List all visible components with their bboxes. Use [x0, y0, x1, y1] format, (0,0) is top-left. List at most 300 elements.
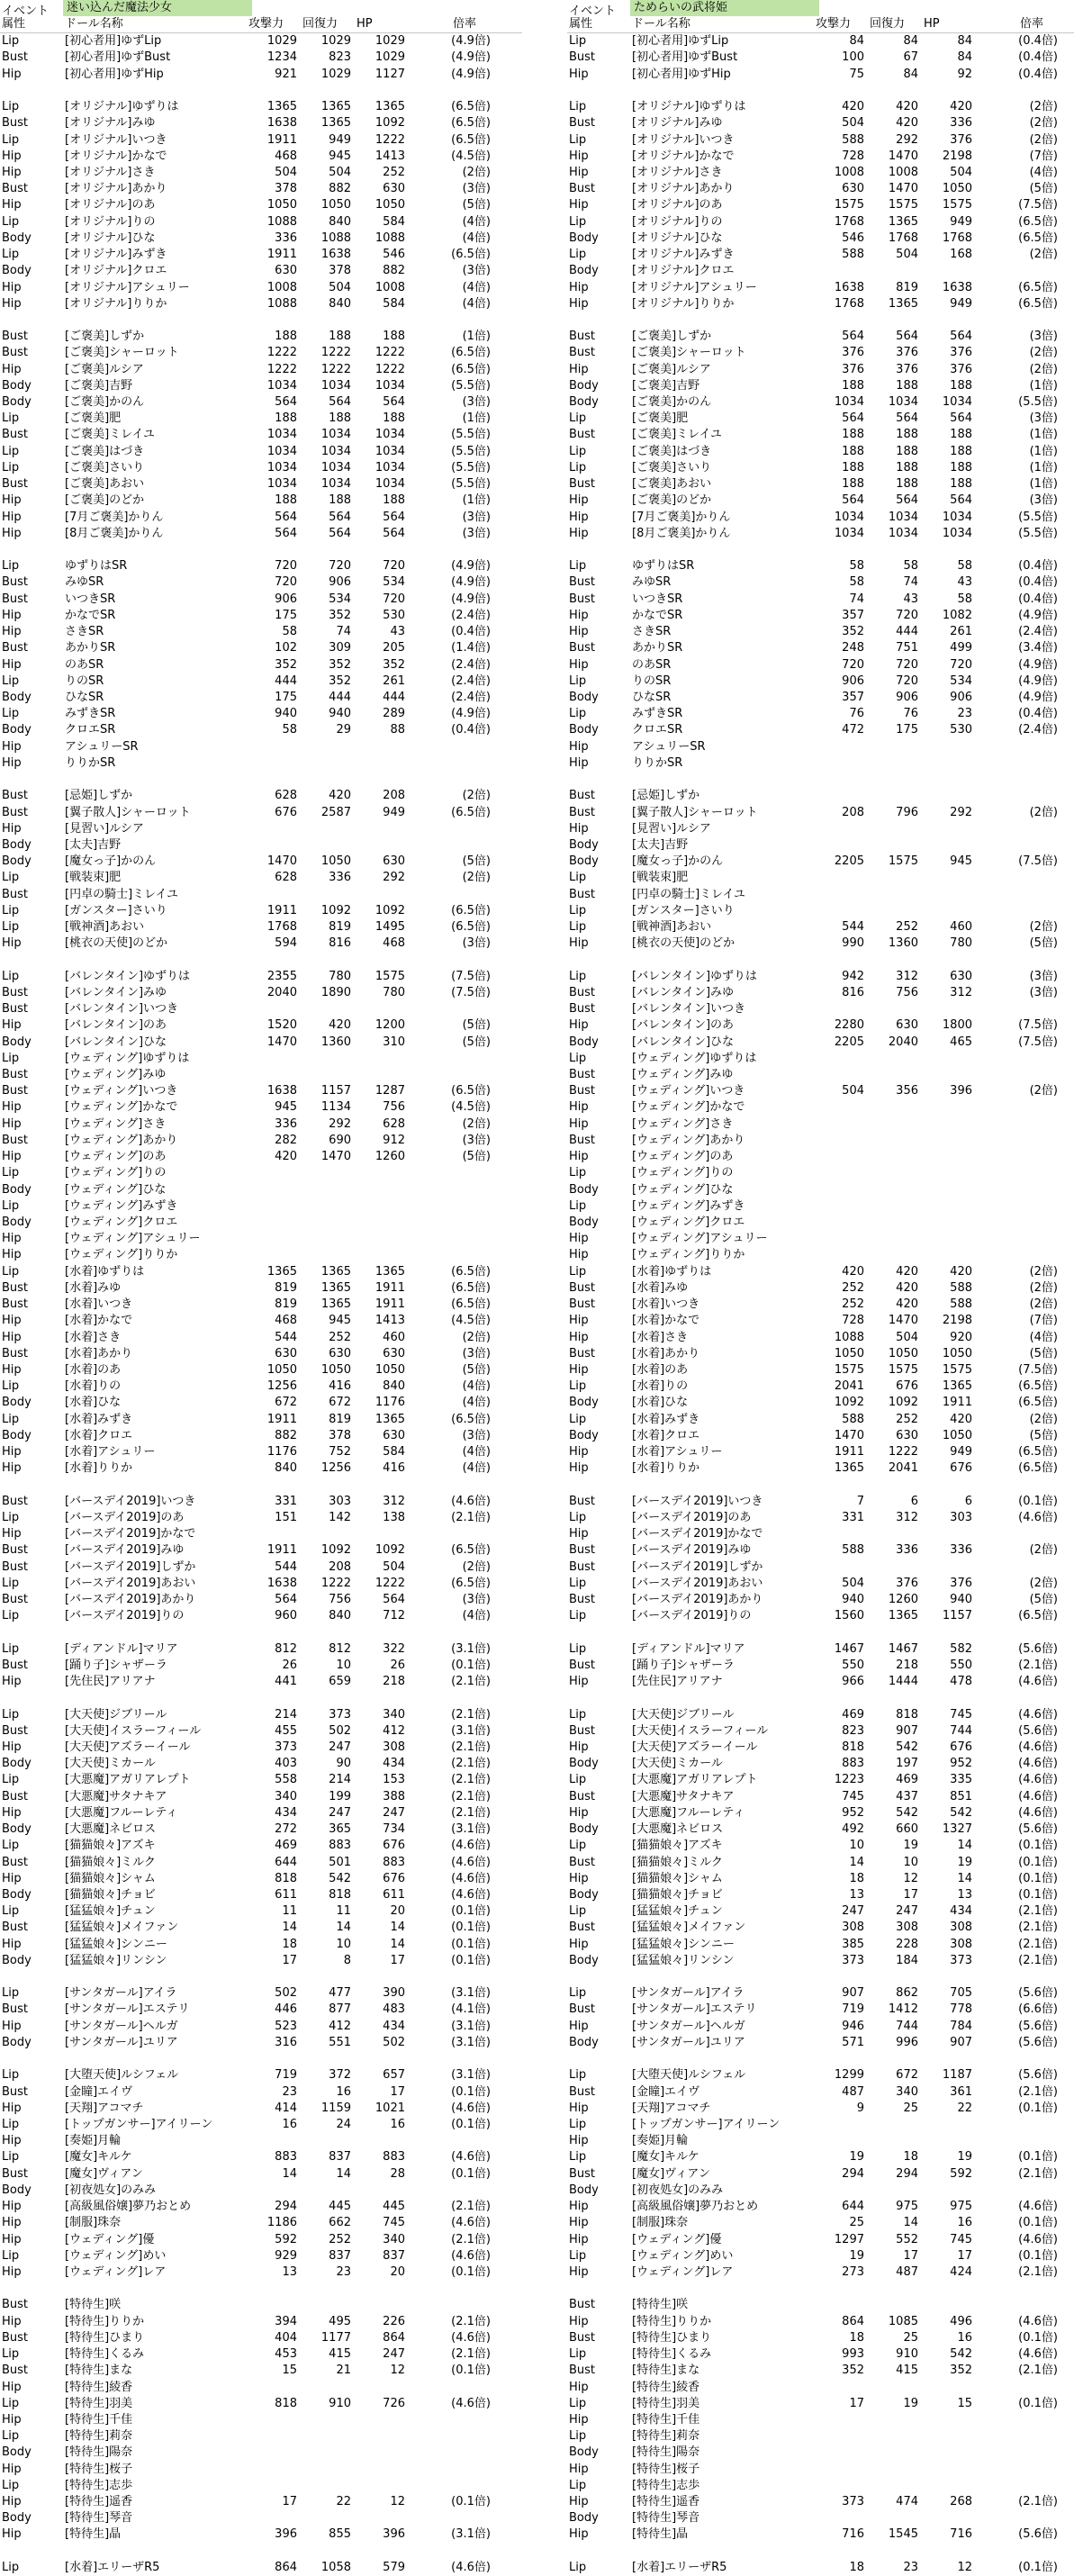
attack-cell: 819	[275, 1297, 297, 1312]
hp-cell: 1222	[375, 362, 405, 376]
attribute-cell: Lip	[569, 444, 587, 458]
multiplier-cell: (0.1倍)	[1018, 1494, 1058, 1508]
table-row	[0, 33, 522, 50]
attribute-cell: Hip	[569, 2019, 589, 2033]
attribute-cell: Bust	[2, 1723, 29, 1738]
attribute-cell: Hip	[2, 755, 22, 770]
doll-name-cell: [水着]あかり	[65, 1346, 133, 1360]
doll-name-cell: [トップガンサー]アイリーン	[65, 2118, 213, 2131]
table-body	[0, 33, 522, 2576]
attribute-cell: Lip	[2, 2248, 20, 2263]
recovery-cell: 309	[329, 641, 351, 655]
attack-cell: 558	[275, 1773, 297, 1787]
hp-cell: 292	[950, 805, 972, 819]
doll-name-cell: [先住民]アリアナ	[632, 1675, 723, 1689]
multiplier-cell: (5倍)	[462, 1150, 491, 1164]
attribute-cell: Body	[569, 2035, 599, 2049]
table-row	[0, 1871, 522, 1887]
attack-cell: 882	[275, 1428, 297, 1442]
attack-cell: 352	[842, 2364, 864, 2378]
hp-cell: 483	[383, 2002, 405, 2017]
recovery-cell: 818	[329, 1887, 351, 1902]
doll-name-cell: [天翔]アコマチ	[632, 2101, 711, 2115]
attack-cell: 502	[275, 1986, 297, 2001]
left-event-table	[0, 0, 522, 2576]
attribute-cell: Bust	[2, 1297, 29, 1312]
hp-cell: 1187	[942, 2068, 972, 2083]
doll-name-cell: [ディアンドル]マリア	[65, 1641, 178, 1656]
multiplier-cell: (6.5倍)	[451, 100, 491, 114]
hp-cell: 1327	[942, 1822, 972, 1837]
doll-name-cell: [特待生]綾香	[632, 2380, 700, 2394]
event-title: 迷い込んだ魔法少女	[63, 0, 252, 16]
multiplier-cell: (1倍)	[1029, 378, 1058, 393]
doll-name-cell: [バレンタイン]のあ	[65, 1018, 167, 1033]
attribute-cell: Bust	[2, 50, 29, 65]
col-attribute-header: 属性	[2, 17, 26, 31]
multiplier-cell: (4.9倍)	[451, 592, 491, 606]
attack-cell: 990	[842, 936, 864, 951]
doll-name-cell: [ウェディング]あかり	[65, 1133, 178, 1147]
multiplier-cell: (6.5倍)	[451, 116, 491, 131]
attribute-cell: Body	[569, 230, 599, 245]
hp-cell: 530	[383, 608, 405, 622]
hp-cell: 504	[950, 165, 972, 179]
doll-name-cell: [水着]いつき	[65, 1297, 133, 1312]
table-row	[0, 887, 522, 903]
attribute-cell: Hip	[569, 1445, 589, 1460]
attribute-cell: Bust	[569, 1346, 596, 1360]
multiplier-cell: (0.1倍)	[1018, 2560, 1058, 2574]
attribute-cell: Hip	[2, 1527, 22, 1541]
recovery-cell: 247	[329, 1740, 351, 1754]
attribute-cell: Body	[569, 1182, 599, 1197]
table-row	[567, 2560, 1074, 2576]
hp-cell: 6	[964, 1494, 972, 1508]
doll-name-cell: [特待生]咲	[632, 2298, 689, 2312]
attack-cell: 385	[842, 1937, 864, 1951]
attribute-cell: Lip	[569, 1166, 587, 1180]
table-row	[0, 1855, 522, 1871]
table-row	[0, 1723, 522, 1740]
table-row	[567, 2314, 1074, 2330]
table-row	[567, 2232, 1074, 2248]
doll-name-cell: [初心者用]ゆずLip	[632, 34, 729, 49]
attribute-cell: Hip	[569, 2380, 589, 2394]
attack-cell: 720	[842, 657, 864, 672]
hp-cell: 58	[957, 592, 972, 606]
hp-cell: 588	[950, 1280, 972, 1295]
table-row	[0, 1985, 522, 2002]
recovery-cell: 504	[329, 280, 351, 294]
attack-cell: 1297	[834, 2232, 864, 2246]
attribute-cell: Bust	[569, 1789, 596, 1803]
table-row	[0, 985, 522, 1001]
recovery-cell: 1029	[320, 34, 351, 49]
recovery-cell: 469	[896, 1773, 918, 1787]
multiplier-cell: (3倍)	[462, 1428, 491, 1442]
hp-cell: 1008	[375, 280, 405, 294]
recovery-cell: 1034	[888, 526, 918, 540]
table-row	[0, 1395, 522, 1411]
attribute-cell: Body	[2, 395, 32, 410]
table-row	[567, 1756, 1074, 1772]
hp-cell: 1575	[942, 198, 972, 212]
doll-name-cell: [猛猛娘々]メイファン	[632, 1921, 746, 1935]
attack-cell: 630	[275, 264, 297, 278]
recovery-cell: 1365	[320, 1297, 351, 1312]
attribute-cell: Hip	[569, 2412, 589, 2427]
multiplier-cell: (2.1倍)	[1018, 1904, 1058, 1919]
doll-name-cell: [バースデイ2019]のあ	[65, 1510, 185, 1524]
doll-name-cell: [水着]いつき	[632, 1297, 700, 1312]
recovery-cell: 14	[336, 1921, 351, 1935]
attribute-cell: Hip	[2, 1314, 22, 1328]
doll-name-cell: [オリジナル]いつき	[65, 132, 167, 147]
doll-name-cell: ゆずりはSR	[65, 559, 128, 574]
attack-cell: 13	[849, 1887, 864, 1902]
attack-cell: 74	[849, 592, 864, 606]
recovery-cell: 188	[896, 444, 918, 458]
table-row	[0, 2149, 522, 2165]
multiplier-cell: (0.1倍)	[451, 2118, 491, 2131]
attack-cell: 504	[275, 165, 297, 179]
multiplier-cell: (0.1倍)	[1018, 2216, 1058, 2230]
doll-name-cell: [バレンタイン]みゆ	[65, 985, 167, 999]
table-row	[0, 2183, 522, 2199]
hp-cell: 434	[383, 1757, 405, 1771]
col-doll-name-header: ドール名称	[632, 17, 690, 31]
multiplier-cell: (4.6倍)	[451, 1887, 491, 1902]
attribute-cell: Hip	[569, 1461, 589, 1476]
multiplier-cell: (2.1倍)	[1018, 2364, 1058, 2378]
table-row	[567, 673, 1074, 690]
attribute-cell: Bust	[2, 346, 29, 360]
doll-name-cell: [水着]かなで	[632, 1314, 700, 1328]
attribute-cell: Lip	[2, 1707, 20, 1722]
attack-cell: 1365	[266, 100, 297, 114]
doll-name-cell: [水着]クロエ	[632, 1428, 700, 1442]
doll-name-cell: [バレンタイン]ひな	[65, 1035, 167, 1049]
attribute-cell: Hip	[2, 625, 22, 639]
multiplier-cell: (4.6倍)	[451, 2330, 491, 2345]
doll-name-cell: [猫猫娘々]ミルク	[65, 1855, 156, 1869]
table-row	[0, 2363, 522, 2379]
table-row	[0, 1789, 522, 1805]
table-row	[0, 870, 522, 886]
doll-name-cell: [バースデイ2019]しずか	[632, 1559, 763, 1574]
recovery-cell: 356	[896, 1084, 918, 1098]
attribute-cell: Hip	[2, 510, 22, 524]
attribute-cell: Hip	[2, 1330, 22, 1344]
recovery-cell: 1092	[888, 1396, 918, 1410]
attribute-cell: Hip	[569, 657, 589, 672]
attribute-cell: Hip	[569, 608, 589, 622]
table-row	[0, 1542, 522, 1559]
recovery-cell: 1360	[320, 1035, 351, 1049]
table-row	[567, 805, 1074, 821]
recovery-cell: 43	[903, 592, 918, 606]
attribute-cell: Hip	[2, 526, 22, 540]
attribute-cell: Lip	[569, 2068, 587, 2083]
hp-cell: 745	[383, 2216, 405, 2230]
attribute-cell: Body	[2, 1035, 32, 1049]
doll-name-cell: [翼子散人]シャーロット	[632, 805, 758, 819]
recovery-cell: 292	[329, 1116, 351, 1131]
attribute-cell: Lip	[2, 1904, 20, 1919]
table-row	[567, 1624, 1074, 1641]
attack-cell: 175	[275, 690, 297, 704]
multiplier-cell: (2倍)	[1029, 1264, 1058, 1279]
doll-name-cell: [特待生]ひまり	[65, 2330, 145, 2345]
attack-cell: 728	[842, 1314, 864, 1328]
attribute-cell: Bust	[569, 887, 596, 901]
attribute-cell: Body	[569, 378, 599, 393]
doll-name-cell: [サンタガール]アイラ	[632, 1986, 745, 2001]
attribute-cell: Lip	[2, 411, 20, 426]
doll-name-cell: りのSR	[65, 673, 104, 688]
doll-name-cell: [ウェディング]みずき	[632, 1198, 745, 1213]
table-row	[0, 2346, 522, 2363]
doll-name-cell: [オリジナル]のあ	[65, 198, 156, 212]
doll-name-cell: [大悪魔]フルーレティ	[632, 1805, 745, 1820]
doll-name-cell: [オリジナル]クロエ	[65, 264, 167, 278]
doll-name-cell: [猛猛娘々]リンシン	[65, 1953, 167, 1967]
event-label: イベント	[2, 5, 50, 18]
table-row	[0, 903, 522, 919]
attack-cell: 14	[282, 2166, 297, 2181]
attack-cell: 719	[842, 2002, 864, 2017]
attribute-cell: Bust	[569, 1133, 596, 1147]
table-row	[567, 1264, 1074, 1280]
hp-cell: 416	[383, 1461, 405, 1476]
attribute-cell: Hip	[2, 1805, 22, 1820]
attack-cell: 252	[842, 1297, 864, 1312]
doll-name-cell: [ウェディング]さき	[65, 1116, 167, 1131]
table-row	[0, 296, 522, 312]
table-row	[567, 149, 1074, 165]
table-row	[0, 2281, 522, 2297]
recovery-cell: 24	[336, 2118, 351, 2131]
recovery-cell: 340	[896, 2084, 918, 2099]
doll-name-cell: [ご褒美]さいり	[632, 460, 712, 475]
hp-cell: 188	[950, 428, 972, 442]
recovery-cell: 564	[329, 510, 351, 524]
multiplier-cell: (2倍)	[1029, 100, 1058, 114]
hp-cell: 19	[957, 2150, 972, 2165]
table-row	[567, 1231, 1074, 1247]
multiplier-cell: (5.6倍)	[1018, 2035, 1058, 2049]
table-row	[567, 1608, 1074, 1624]
multiplier-cell: (6.5倍)	[451, 362, 491, 376]
attribute-cell: Hip	[2, 149, 22, 163]
hp-cell: 530	[950, 723, 972, 737]
hp-cell: 208	[383, 789, 405, 803]
hp-cell: 1222	[375, 132, 405, 147]
table-row	[567, 197, 1074, 213]
attribute-cell: Hip	[569, 2232, 589, 2246]
doll-name-cell: [特待生]りりか	[632, 2314, 712, 2328]
attack-cell: 2041	[834, 1379, 864, 1394]
hp-cell: 352	[950, 2364, 972, 2378]
recovery-cell: 1365	[320, 1280, 351, 1295]
table-row	[567, 1460, 1074, 1477]
doll-name-cell: [ガンスター]さいり	[65, 903, 167, 917]
recovery-cell: 1360	[888, 936, 918, 951]
hp-cell: 588	[950, 1297, 972, 1312]
recovery-cell: 312	[896, 1510, 918, 1524]
multiplier-cell: (3倍)	[462, 1133, 491, 1147]
attribute-cell: Lip	[2, 1051, 20, 1065]
doll-name-cell: [オリジナル]ひな	[65, 230, 156, 245]
doll-name-cell: [バースデイ2019]みゆ	[65, 1543, 185, 1558]
attribute-cell: Bust	[569, 1297, 596, 1312]
doll-name-cell: ひなSR	[65, 690, 104, 704]
table-row	[0, 165, 522, 181]
recovery-cell: 303	[329, 1494, 351, 1508]
multiplier-cell: (7.5倍)	[451, 969, 491, 983]
multiplier-cell: (3.1倍)	[451, 1822, 491, 1837]
attack-cell: 58	[849, 559, 864, 574]
attack-cell: 1008	[266, 280, 297, 294]
recovery-cell: 975	[896, 2200, 918, 2214]
doll-name-cell: [バースデイ2019]りの	[65, 1609, 185, 1623]
hp-cell: 882	[383, 264, 405, 278]
attribute-cell: Hip	[569, 2495, 589, 2509]
table-row	[0, 1576, 522, 1592]
multiplier-cell: (0.4倍)	[1018, 559, 1058, 574]
table-row	[567, 772, 1074, 788]
doll-name-cell: [特待生]晶	[632, 2527, 689, 2542]
attribute-cell: Hip	[2, 821, 22, 836]
hp-cell: 465	[950, 1035, 972, 1049]
table-row	[0, 1116, 522, 1133]
hp-cell: 14	[957, 1871, 972, 1885]
doll-name-cell: [特待生]莉奈	[65, 2429, 133, 2444]
attack-cell: 1222	[266, 346, 297, 360]
doll-name-cell: [水着]ひな	[632, 1396, 689, 1410]
hp-cell: 564	[383, 510, 405, 524]
table-row	[0, 230, 522, 247]
table-row	[0, 2051, 522, 2067]
multiplier-cell: (0.1倍)	[1018, 1887, 1058, 1902]
table-row	[567, 755, 1074, 772]
table-row	[567, 821, 1074, 837]
multiplier-cell: (5倍)	[1029, 182, 1058, 196]
hp-cell: 12	[390, 2364, 405, 2378]
attribute-cell: Body	[2, 1428, 32, 1442]
table-row	[567, 2526, 1074, 2543]
attribute-cell: Hip	[2, 493, 22, 508]
hp-cell: 952	[950, 1757, 972, 1771]
doll-name-cell: [オリジナル]あかり	[65, 182, 167, 196]
multiplier-cell: (3倍)	[1029, 493, 1058, 508]
doll-name-cell: [ウェディング]りりか	[632, 1248, 745, 1262]
attribute-cell: Hip	[569, 2200, 589, 2214]
attack-cell: 1029	[266, 34, 297, 49]
attack-cell: 1034	[266, 378, 297, 393]
doll-name-cell: [魔女っ子]かのん	[65, 854, 157, 869]
recovery-cell: 1222	[320, 362, 351, 376]
attribute-cell: Lip	[569, 248, 587, 262]
attribute-cell: Hip	[569, 165, 589, 179]
doll-name-cell: ゆずりはSR	[632, 559, 695, 574]
multiplier-cell: (2.4倍)	[1018, 723, 1058, 737]
doll-name-cell: [忌姫]しずか	[632, 789, 700, 803]
recovery-cell: 308	[896, 1921, 918, 1935]
hp-cell: 188	[950, 460, 972, 475]
multiplier-cell: (2.1倍)	[1018, 1658, 1058, 1672]
table-row	[567, 2117, 1074, 2133]
recovery-cell: 837	[329, 2150, 351, 2165]
hp-cell: 16	[390, 2118, 405, 2131]
doll-name-cell: [戦神酒]あおい	[65, 920, 145, 935]
attack-cell: 1911	[266, 132, 297, 147]
multiplier-cell: (2倍)	[462, 1559, 491, 1574]
attribute-cell: Bust	[569, 50, 596, 65]
attack-cell: 357	[842, 608, 864, 622]
table-row	[0, 2264, 522, 2281]
attack-cell: 308	[842, 1921, 864, 1935]
hp-cell: 579	[383, 2560, 405, 2574]
multiplier-cell: (4.9倍)	[1018, 657, 1058, 672]
attack-cell: 248	[842, 641, 864, 655]
hp-cell: 1021	[375, 2101, 405, 2115]
multiplier-cell: (2.4倍)	[451, 608, 491, 622]
multiplier-cell: (2倍)	[1029, 1084, 1058, 1098]
attack-cell: 544	[275, 1559, 297, 1574]
attribute-cell: Body	[569, 1953, 599, 1967]
attack-cell: 592	[275, 2232, 297, 2246]
attack-cell: 1638	[834, 280, 864, 294]
doll-name-cell: [特待生]千佳	[65, 2412, 133, 2427]
table-row	[0, 526, 522, 542]
table-row	[0, 2232, 522, 2248]
attribute-cell: Bust	[569, 1002, 596, 1017]
hp-cell: 390	[383, 1986, 405, 2001]
table-row	[567, 115, 1074, 131]
doll-name-cell: [特待生]ひまり	[632, 2330, 712, 2345]
attack-cell: 9	[856, 2101, 864, 2115]
table-row	[567, 1805, 1074, 1821]
recovery-cell: 19	[903, 1839, 918, 1853]
recovery-cell: 690	[329, 1133, 351, 1147]
attribute-cell: Bust	[569, 182, 596, 196]
recovery-cell: 352	[329, 657, 351, 672]
attack-cell: 1365	[266, 1264, 297, 1279]
table-row	[567, 2396, 1074, 2412]
table-row	[0, 640, 522, 656]
doll-name-cell: [ウェディング]めい	[632, 2248, 734, 2263]
multiplier-cell: (4.1倍)	[451, 2002, 491, 2017]
hp-cell: 478	[950, 1675, 972, 1689]
recovery-cell: 376	[896, 1576, 918, 1590]
attribute-cell: Bust	[569, 1068, 596, 1081]
attack-cell: 23	[282, 2084, 297, 2099]
multiplier-cell: (2倍)	[462, 1116, 491, 1131]
doll-name-cell: [オリジナル]みずき	[632, 248, 735, 262]
table-row	[0, 197, 522, 213]
table-row	[567, 247, 1074, 263]
table-row	[0, 657, 522, 673]
hp-cell: 564	[950, 411, 972, 426]
recovery-cell: 252	[896, 1412, 918, 1426]
hp-cell: 726	[383, 2396, 405, 2410]
recovery-cell: 415	[329, 2347, 351, 2362]
attribute-cell: Bust	[569, 641, 596, 655]
attribute-cell: Lip	[569, 871, 587, 885]
attack-cell: 272	[275, 1822, 297, 1837]
